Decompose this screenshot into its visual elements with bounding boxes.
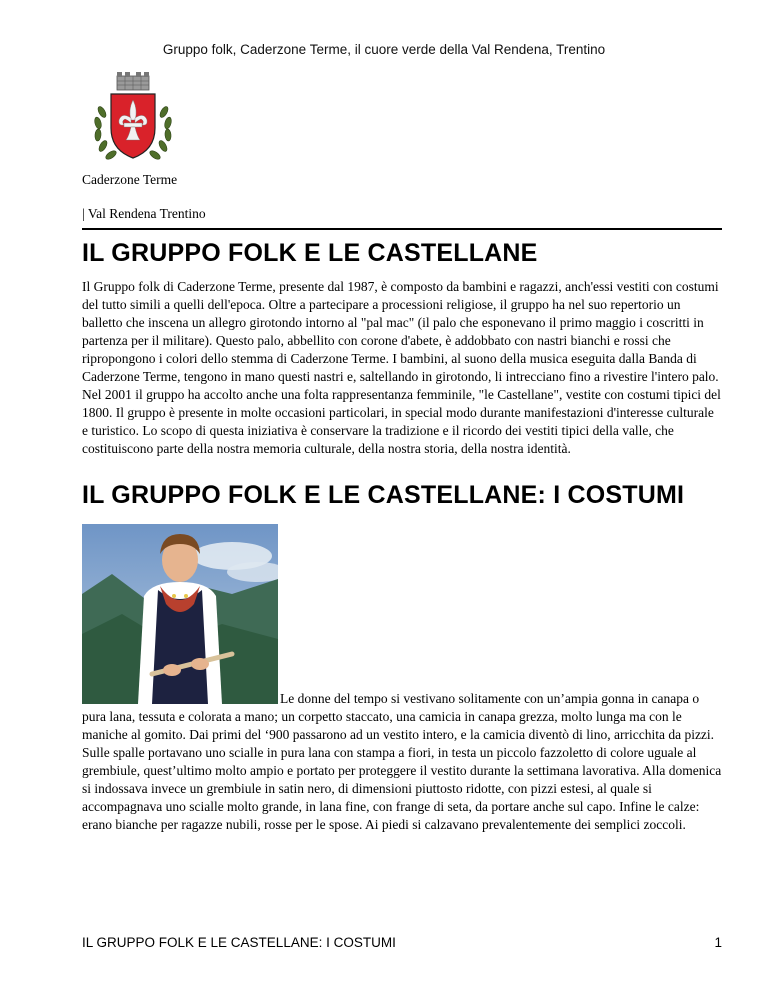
footer-title: IL GRUPPO FOLK E LE CASTELLANE: I COSTUMI — [82, 935, 396, 950]
costumes-body: Le donne del tempo si vestivano solitamente con un’ampia gonna in canapa o pura lana, tessuta e colorata a mano; un corpetto staccato, una camicia in canapa grezza, molto lunga ma con le maniche al gomito. Dai primi del ‘900 passarono ad un vestito intero, e la camicia diventò di lino, arricchita da pizzi. Sulle spalle portavano uno scialle in pura lana con stampa a fiori, in testa un piccolo fazzoletto di colore uguale al grembiule, quest’ultimo molto ampio e portato per proteggere il vestito durante la settimana lavorativa. Alla domenica si indossava invece un grembiule in satin nero, di dimensioni piuttosto ridotte, con pizzi estesi, al quale si accompagnava uno scialle molto grande, in lana fine, con frange di seta, da portare anche sul capo. Infine le calze: erano bianche per ragazze nubili, rosse per le spose. Ai piedi si calzavano prevalentemente dei semplici zoccoli. — [82, 691, 722, 832]
page-content — [82, 68, 722, 834]
site-subtitle: | Val Rendena Trentino — [82, 206, 206, 221]
running-header: Gruppo folk, Caderzone Terme, il cuore verde della Val Rendena, Trentino — [162, 42, 606, 57]
page-number: 1 — [714, 935, 722, 950]
woman-in-costume-photo — [82, 524, 278, 704]
coat-of-arms-logo — [88, 68, 178, 168]
costumes-title: IL GRUPPO FOLK E LE CASTELLANE: I COSTUMI — [82, 481, 685, 509]
section-body: Il Gruppo folk di Caderzone Terme, presente dal 1987, è composto da bambini e ragazzi, anch'essi vestiti con costumi del tutto simili a quelli dell'epoca. Oltre a partecipare a processioni religiose, il gruppo ha nel suo repertorio un balletto che inscena un allegro girotondo intorno al "pal mac" (il palo che esponevano il primo maggio i coscritti in partenza per il militare). Questo palo, abbellito con corone d'abete, è addobbato con nastri bianchi e rossi che ripropongono i colori dello stemma di Caderzone Terme. I bambini, al suono della musica eseguita dalla Banda di Caderzone Terme, tengono in mano questi nastri e, saltellando in girotondo, li intrecciano fino a rivestire l'intero palo. Nel 2001 il gruppo ha accolto anche una folta rappresentanza femminile, "le Castellane", vestite con costumi tipici del 1800. Il gruppo è presente in molte occasioni particolari, in special modo durante manifestazioni d'interesse culturale e turistico. Lo scopo di questa iniziativa è conservare la tradizione e il ricordo dei vestiti tipici della valle, che costituiscono parte della nostra memoria culturale, della nostra storia, della nostra identità. — [82, 279, 721, 456]
site-name: Caderzone Terme — [82, 172, 178, 187]
divider-rule — [82, 228, 722, 230]
costumes-block — [82, 524, 722, 834]
section-title: IL GRUPPO FOLK E LE CASTELLANE — [82, 239, 538, 267]
